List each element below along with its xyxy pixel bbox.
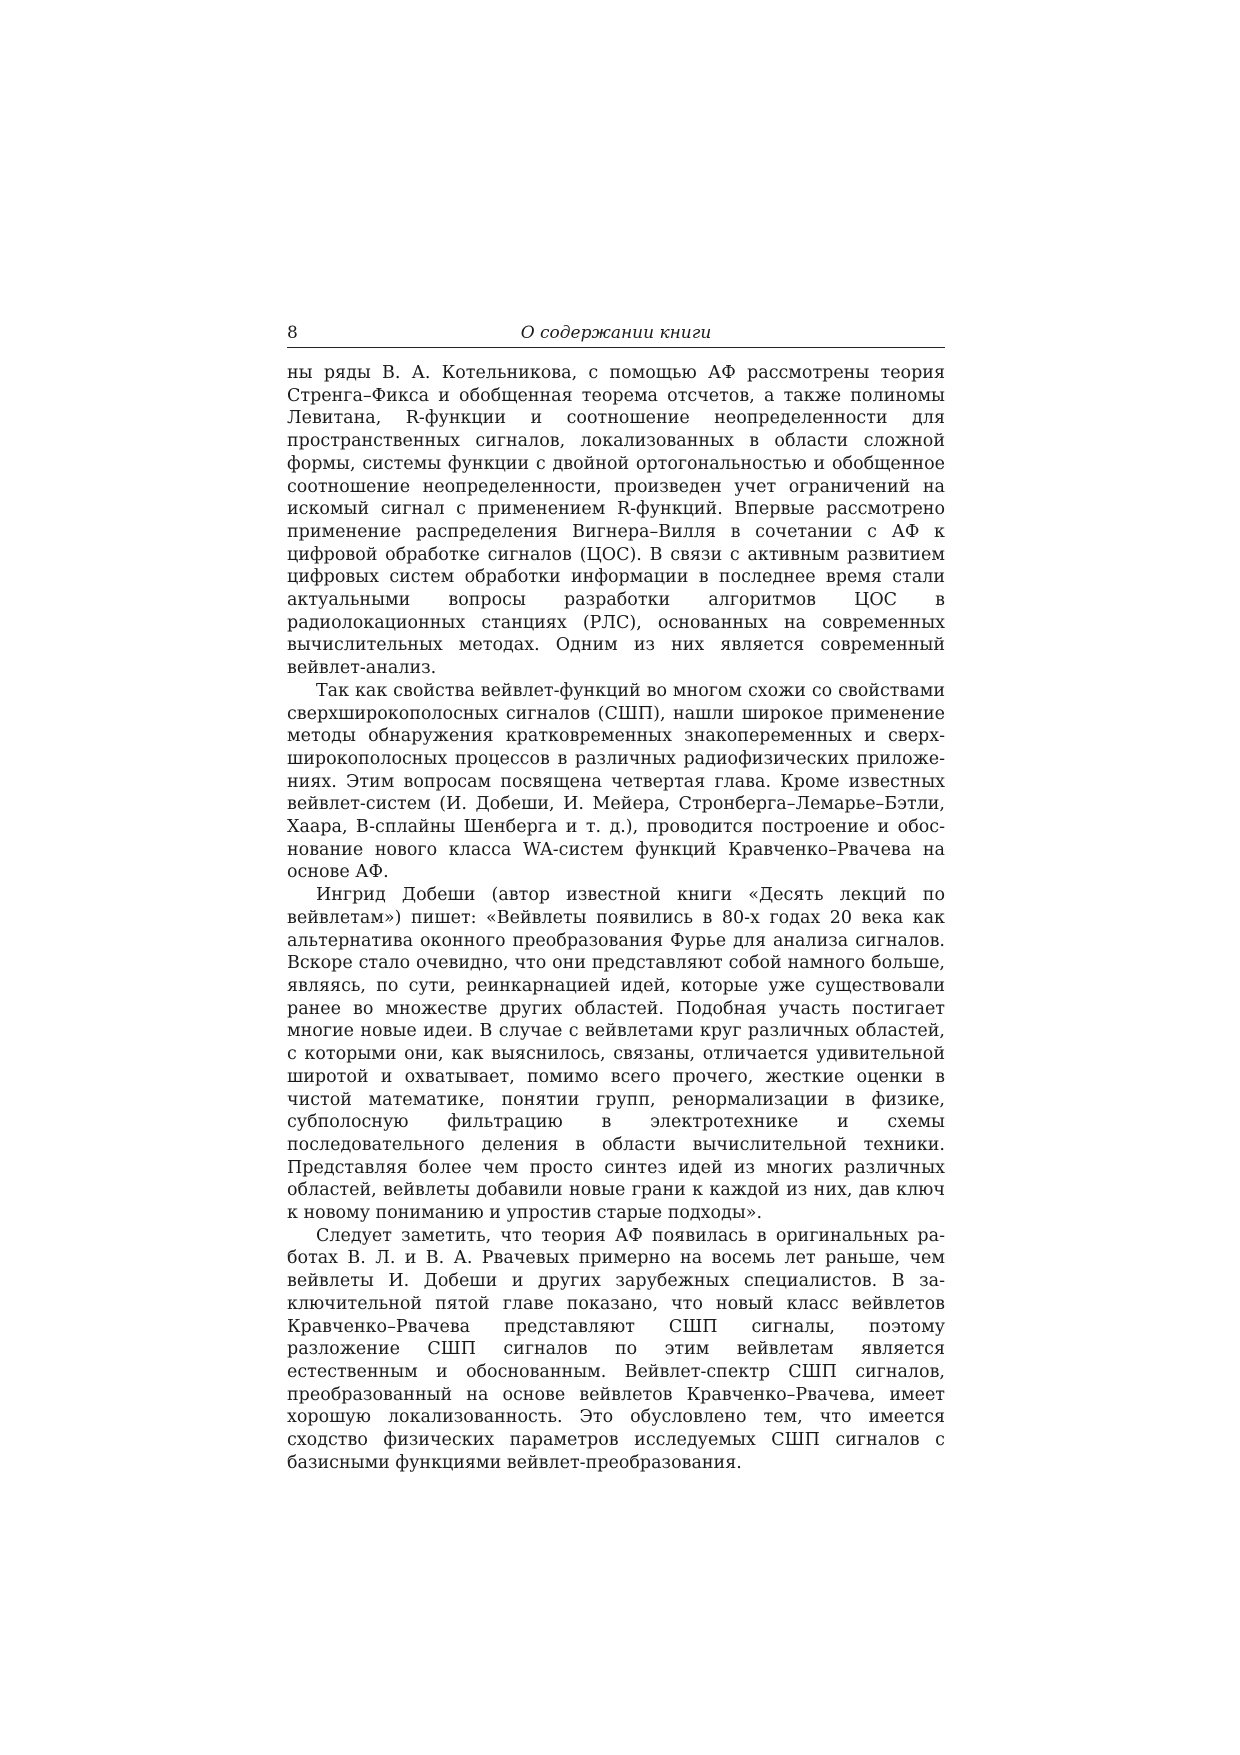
page-number: 8 bbox=[287, 323, 298, 343]
paragraph-3: Ингрид Добеши (автор известной книги «Десять лекций по вейвлетам») пишет: «Вейвлеты появились в 80-х годах 20 века как альтернатива оконного преобразования Фурье для анализа сигналов. Вскоре стало очевидно, что они представляют собой намного больше, являясь, по сути, реинкарнацией идей, которые уже существовали ранее во множестве других областей. Подобная участь постигает многие новые идеи. В случае с вейвлетами круг различных областей, с которыми они, как выяснилось, связаны, отличается удивительной широтой и охватывает, помимо всего прочего, жесткие оценки в чистой математике, понятии групп, ренормализации в физике, субполосную фильтрацию в электротехнике и схемы последовательного деления в области вычислительной техники. Представляя более чем просто синтез идей из многих различных областей, вейвлеты добавили новые грани к каждой из них, дав ключ к новому пониманию и упростив старые подходы». bbox=[287, 885, 945, 1224]
paragraph-1: ны ряды В. А. Котельникова, с помощью АФ рассмотрены теория Стренга–Фикса и обобщенная теорема отсчетов, а также полиномы Левитана, R-функции и соотношение неопределенности для пространственных сигналов, локализованных в области сложной формы, системы функции с двойной ортогональностью и обобщенное соотношение неопределенности, произведен учет ограничений на искомый сигнал с применением R-функций. Впервые рассмотрено применение распределения Вигнера–Вилля в сочетании с АФ к цифровой обработке сигналов (ЦОС). В связи с активным развитием цифровых систем обработки информации в последнее время стали актуальными вопросы разработки алгоритмов ЦОС в радиолокационных станциях (РЛС), основанных на современных вычислительных методах. Одним из них является современный вейвлет-анализ. bbox=[287, 363, 945, 679]
body-text bbox=[287, 362, 945, 1474]
page-header bbox=[287, 323, 945, 348]
paragraph-4: Следует заметить, что теория АФ появилась в оригинальных работах В. Л. и В. А. Рвачевых примерно на восемь лет раньше, чем вейвлеты И. Добеши и других зарубежных специалистов. В заключительной пятой главе показано, что новый класс вейвлетов Кравченко–Рвачева представляют СШП сигналы, поэтому разложение СШП сигналов по этим вейвлетам является естественным и обоснованным. Вейвлет-спектр СШП сигналов, преобразованный на основе вейвлетов Кравченко–Рвачева, имеет хорошую локализованность. Это обусловлено тем, что имеется сходство физических параметров исследуемых СШП сигналов с базисными функциями вейвлет-преобразования. bbox=[287, 1225, 945, 1473]
paragraph-2: Так как свойства вейвлет-функций во многом схожи со свойствами сверхширокополосных сигналов (СШП), нашли широкое применение методы обнаружения кратковременных знакопеременных и сверхширокополосных процессов в различных радиофизических приложениях. Этим вопросам посвящена четвертая глава. Кроме известных вейвлет-систем (И. Добеши, И. Мейера, Стронберга–Лемарье–Бэтли, Хаара, B-сплайны Шенберга и т. д.), проводится построение и обоснование нового класса WA-систем функций Кравченко–Рвачева на основе АФ. bbox=[287, 680, 945, 883]
running-title: О содержании книги bbox=[520, 323, 712, 343]
